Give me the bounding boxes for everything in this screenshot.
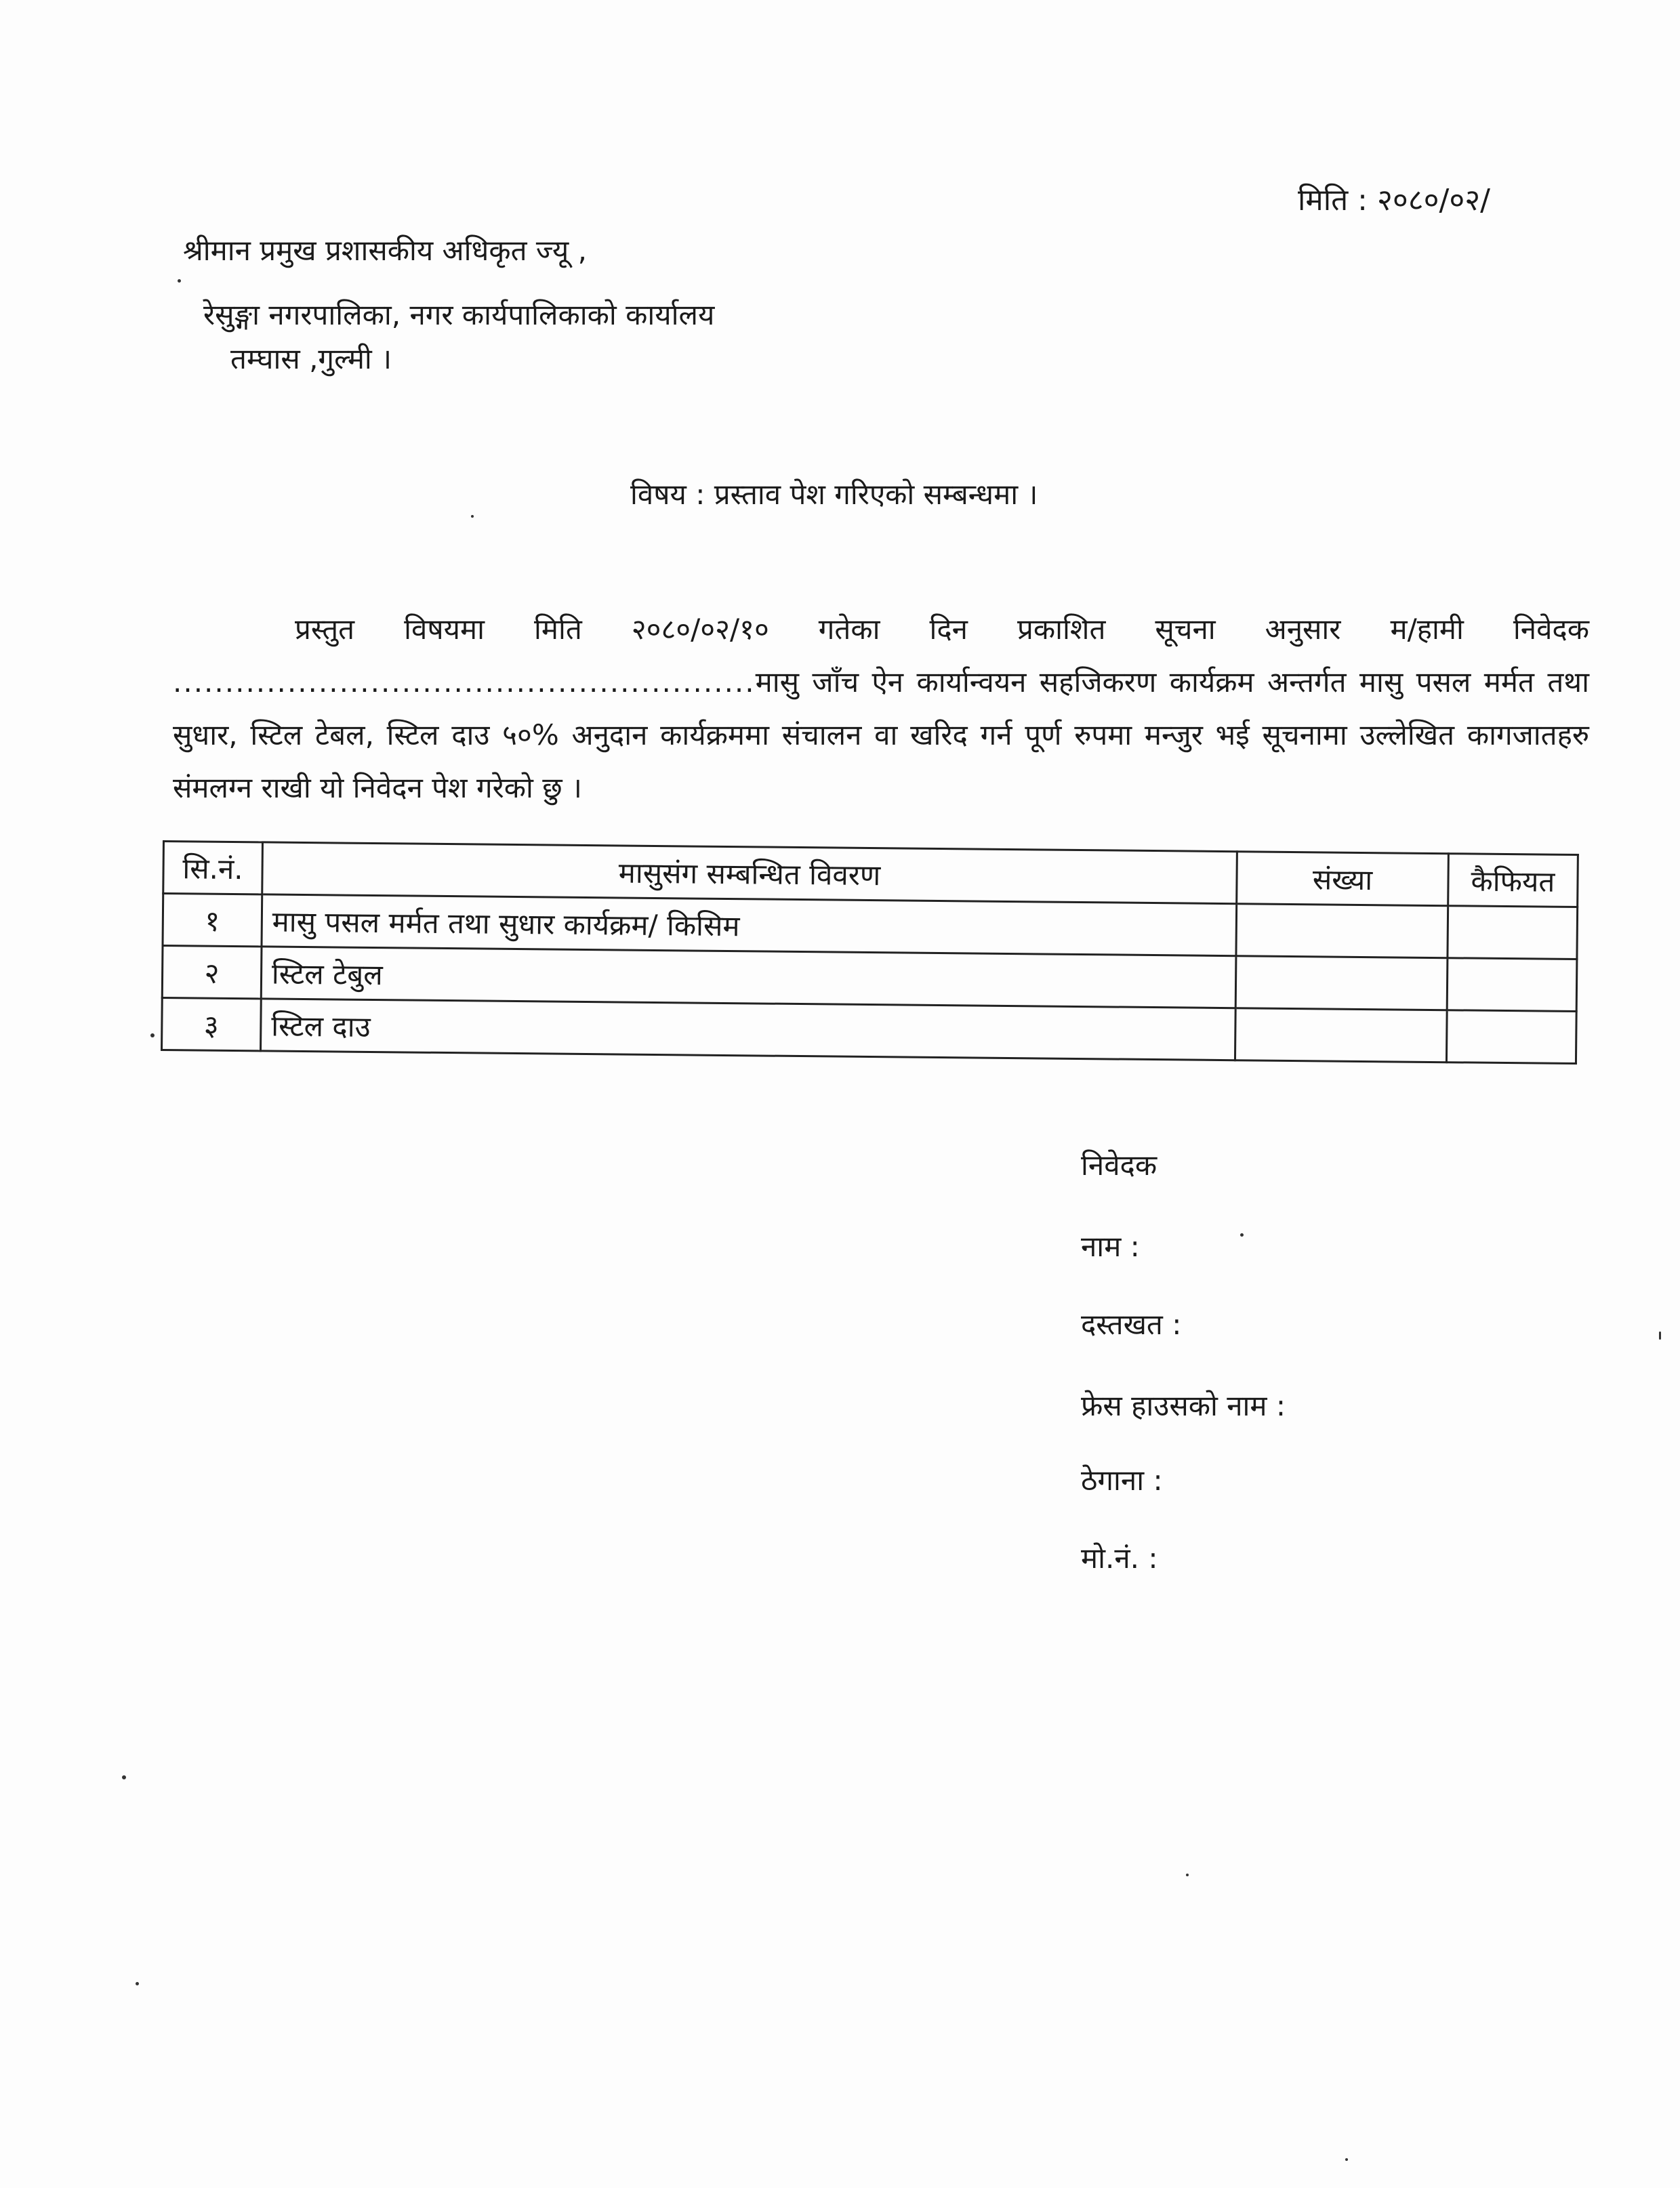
- fresh-house-name-label: फ्रेस हाउसको नाम :: [1081, 1389, 1286, 1422]
- scan-speck: [150, 1033, 155, 1037]
- body-part-1: प्रस्तुत विषयमा मिति २०८०/०२/१० गतेका दिन प्रकाशित सूचना अनुसार म/हामी निवेदक: [295, 613, 1589, 646]
- scan-speck: [471, 515, 474, 518]
- scan-speck: [1240, 1233, 1244, 1237]
- header-description: मासुसंग सम्बन्धित विवरण: [262, 842, 1237, 904]
- scan-speck: [1659, 1332, 1661, 1340]
- mobile-field-label: मो.नं. :: [1081, 1542, 1158, 1575]
- applicant-blank-dots: ........................................................: [173, 665, 756, 699]
- row-serial: १: [163, 894, 262, 947]
- header-serial: सि.नं.: [163, 842, 263, 894]
- row-serial: ३: [162, 998, 262, 1051]
- header-remarks: कैफियत: [1448, 854, 1578, 907]
- scan-speck: [136, 1982, 139, 1985]
- name-field-label: नाम :: [1081, 1230, 1140, 1263]
- row-quantity: [1235, 956, 1448, 1010]
- items-table: [161, 840, 1579, 1065]
- row-description: स्टिल दाउ: [260, 999, 1235, 1060]
- address-field-label: ठेगाना :: [1081, 1464, 1163, 1497]
- addressee-line-2: रेसुङ्गा नगरपालिका, नगर कार्यपालिकाको कार्यालय: [203, 298, 715, 331]
- scan-speck: [1186, 1874, 1189, 1876]
- scan-speck: [1345, 2158, 1348, 2161]
- applicant-label: निवेदक: [1081, 1149, 1157, 1182]
- date-label: मिति : २०८०/०२/: [1298, 183, 1490, 218]
- addressee-line-1: श्रीमान प्रमुख प्रशासकीय अधिकृत ज्यू ,: [183, 234, 587, 267]
- scan-speck: [178, 279, 181, 283]
- signature-field-label: दस्तखत :: [1081, 1308, 1182, 1341]
- row-serial: २: [162, 946, 262, 999]
- addressee-line-3: तम्घास ,गुल्मी ।: [230, 342, 392, 375]
- subject-line: विषय : प्रस्ताव पेश गरिएको सम्बन्धमा ।: [630, 478, 1038, 511]
- scan-speck: [122, 1775, 126, 1779]
- header-quantity: संख्या: [1237, 852, 1449, 906]
- row-remarks: [1448, 906, 1578, 959]
- body-paragraph: [173, 603, 1589, 814]
- body-part-2: मासु जाँच ऐन कार्यान्वयन सहजिकरण कार्यक्रम अन्तर्गत मासु पसल मर्मत तथा सुधार, स्टिल टेबल, स्टिल दाउ ५०% अनुदान कार्यक्रममा संचालन वा खरिद गर्न पूर्ण रुपमा मन्जुर भई सूचनामा उल्लेखित कागजातहरु संमलग्न राखी यो निवेदन पेश गरेको छु ।: [173, 665, 1589, 804]
- row-remarks: [1447, 958, 1577, 1012]
- row-quantity: [1236, 904, 1448, 958]
- row-remarks: [1446, 1010, 1576, 1064]
- row-description: मासु पसल मर्मत तथा सुधार कार्यक्रम/ किसिम: [262, 894, 1237, 956]
- row-quantity: [1235, 1008, 1448, 1062]
- row-description: स्टिल टेबुल: [261, 947, 1236, 1008]
